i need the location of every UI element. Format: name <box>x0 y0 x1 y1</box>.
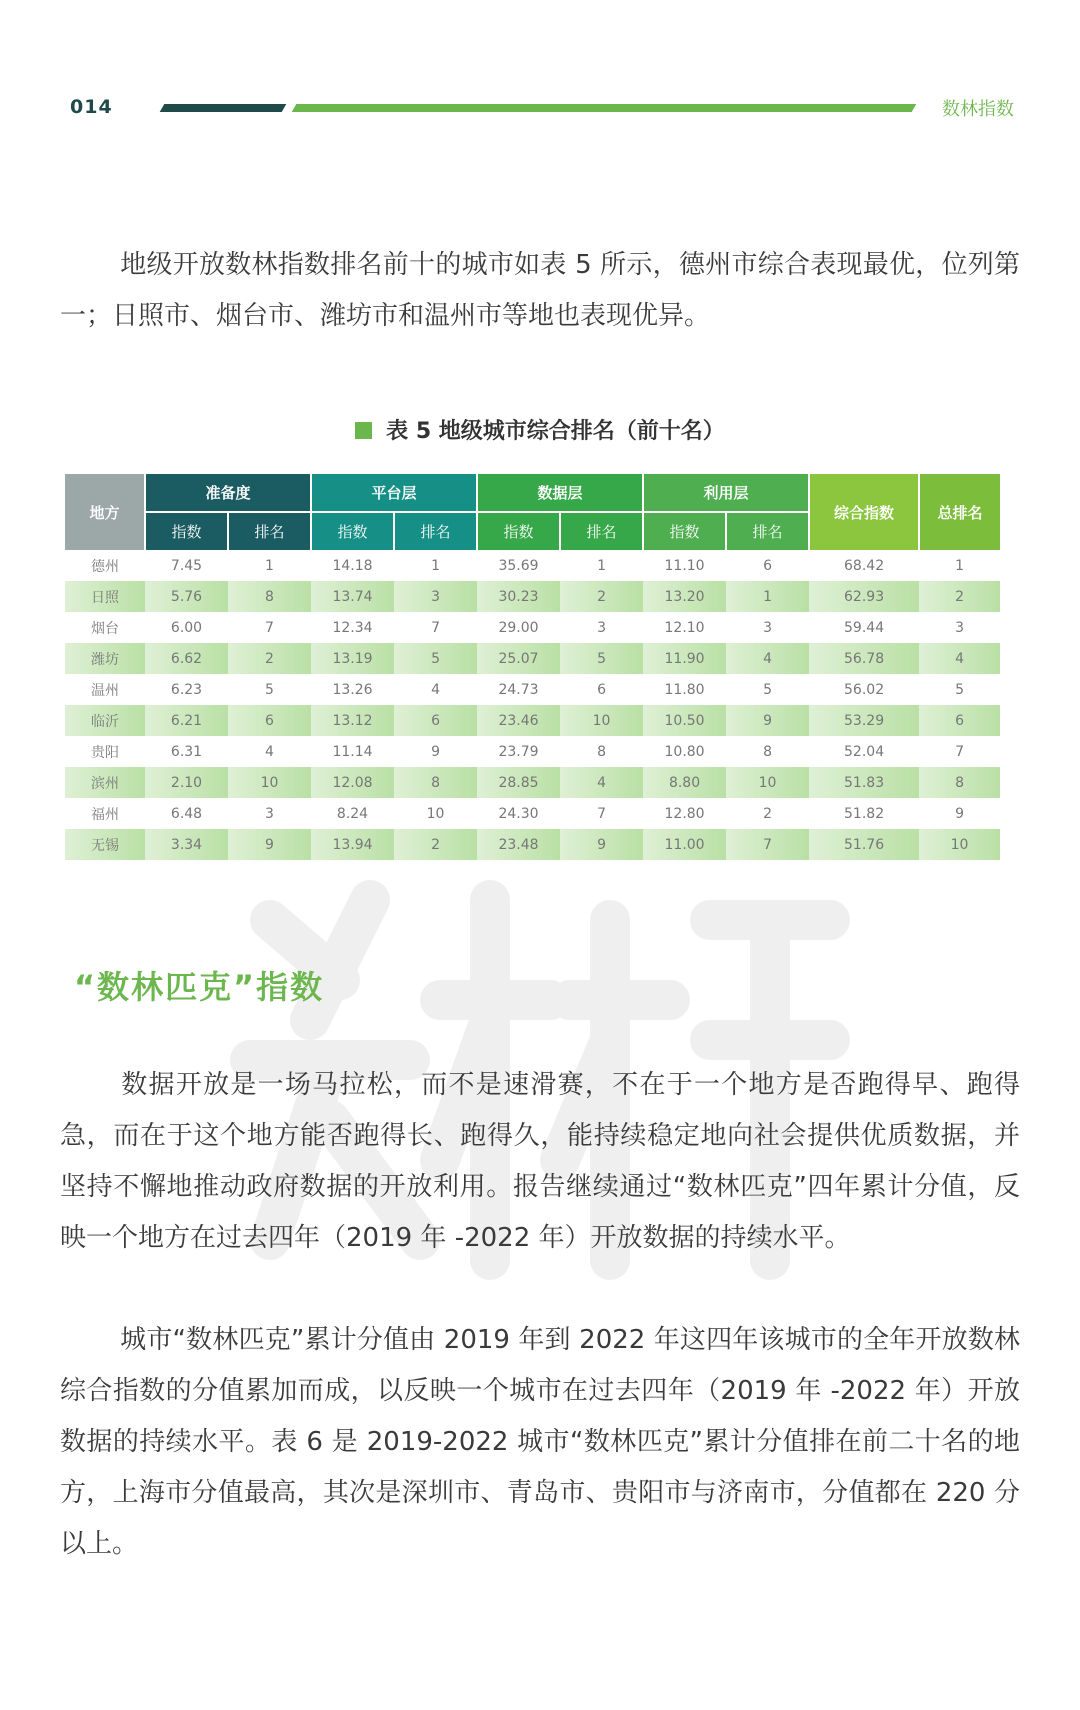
table-cell: 1 <box>919 550 1000 581</box>
table-cell: 10 <box>919 829 1000 860</box>
table-cell: 11.90 <box>643 643 726 674</box>
table-cell: 8 <box>394 767 477 798</box>
table-cell: 3 <box>560 612 643 643</box>
table-cell: 4 <box>394 674 477 705</box>
table-cell: 11.80 <box>643 674 726 705</box>
table-cell: 6.62 <box>145 643 228 674</box>
subheader-index: 指数 <box>477 512 560 550</box>
section-title: “数林匹克”指数 <box>74 968 325 1006</box>
table-row <box>65 705 1000 736</box>
table-cell: 11.00 <box>643 829 726 860</box>
table-cell: 5 <box>726 674 809 705</box>
table-row <box>65 674 1000 705</box>
header-group-data: 数据层 <box>477 474 643 512</box>
table-cell: 6 <box>726 550 809 581</box>
table-cell: 6 <box>394 705 477 736</box>
table-cell: 8 <box>726 736 809 767</box>
table-row <box>65 612 1000 643</box>
cell-region: 福州 <box>65 798 145 829</box>
table-cell: 2 <box>394 829 477 860</box>
subheader-rank: 排名 <box>726 512 809 550</box>
table-cell: 24.30 <box>477 798 560 829</box>
body-paragraph-1 <box>60 1060 1020 1264</box>
table-row <box>65 829 1000 860</box>
table-cell: 10 <box>726 767 809 798</box>
table-cell: 3 <box>726 612 809 643</box>
table-cell: 13.94 <box>311 829 394 860</box>
section-tag: 数林指数 <box>942 99 1014 120</box>
table-cell: 10 <box>228 767 311 798</box>
table-cell: 6 <box>919 705 1000 736</box>
table-row <box>65 767 1000 798</box>
table-cell: 12.80 <box>643 798 726 829</box>
table-cell: 7 <box>726 829 809 860</box>
table-cell: 68.42 <box>809 550 919 581</box>
table-cell: 4 <box>560 767 643 798</box>
header-total-rank: 总排名 <box>919 474 1000 550</box>
table-cell: 8 <box>560 736 643 767</box>
table-cell: 13.20 <box>643 581 726 612</box>
table-cell: 3 <box>394 581 477 612</box>
header-group-use: 利用层 <box>643 474 809 512</box>
header-bar-green <box>292 104 917 112</box>
header-group-platform: 平台层 <box>311 474 477 512</box>
table-cell: 8 <box>228 581 311 612</box>
subheader-rank: 排名 <box>228 512 311 550</box>
table-cell: 51.76 <box>809 829 919 860</box>
body-paragraph-1-text: 数据开放是一场马拉松，而不是速滑赛，不在于一个地方是否跑得早、跑得急，而在于这个地方能否跑得长、跑得久，能持续稳定地向社会提供优质数据，并坚持不懈地推动政府数据的开放利用。报告继续通过“数林匹克”四年累计分值，反映一个地方在过去四年（2019 年 -2022 年）开放数据的持续水平。 <box>60 1070 1020 1253</box>
body-paragraph-2-text: 城市“数林匹克”累计分值由 2019 年到 2022 年这四年该城市的全年开放数林综合指数的分值累加而成，以反映一个城市在过去四年（2019 年 -2022 年）开放数据的持续水平。表 6 是 2019-2022 城市“数林匹克”累计分值排在前二十名的地方，上海市分值最高，其次是深圳市、青岛市、贵阳市与济南市，分值都在 220 分以上。 <box>60 1325 1020 1559</box>
cell-region: 温州 <box>65 674 145 705</box>
table-cell: 1 <box>560 550 643 581</box>
table-cell: 13.19 <box>311 643 394 674</box>
table-cell: 6.23 <box>145 674 228 705</box>
table-cell: 56.78 <box>809 643 919 674</box>
table-cell: 4 <box>919 643 1000 674</box>
table-row <box>65 736 1000 767</box>
table-cell: 9 <box>394 736 477 767</box>
table-cell: 23.48 <box>477 829 560 860</box>
body-paragraph-2 <box>60 1315 1020 1570</box>
table-cell: 7.45 <box>145 550 228 581</box>
table-cell: 9 <box>919 798 1000 829</box>
table-cell: 11.10 <box>643 550 726 581</box>
table-cell: 13.12 <box>311 705 394 736</box>
table-body <box>65 550 1000 860</box>
table-row <box>65 798 1000 829</box>
table-cell: 51.83 <box>809 767 919 798</box>
table-cell: 11.14 <box>311 736 394 767</box>
table-cell: 1 <box>228 550 311 581</box>
table-cell: 12.10 <box>643 612 726 643</box>
table-cell: 28.85 <box>477 767 560 798</box>
subheader-index: 指数 <box>311 512 394 550</box>
table-cell: 10 <box>394 798 477 829</box>
table-cell: 7 <box>394 612 477 643</box>
table-cell: 8 <box>919 767 1000 798</box>
cell-region: 烟台 <box>65 612 145 643</box>
cell-region: 日照 <box>65 581 145 612</box>
table-cell: 23.46 <box>477 705 560 736</box>
table-cell: 14.18 <box>311 550 394 581</box>
table-cell: 56.02 <box>809 674 919 705</box>
table-cell: 10.50 <box>643 705 726 736</box>
table-cell: 13.26 <box>311 674 394 705</box>
table-cell: 1 <box>394 550 477 581</box>
cell-region: 临沂 <box>65 705 145 736</box>
table-cell: 12.34 <box>311 612 394 643</box>
table-cell: 24.73 <box>477 674 560 705</box>
table-cell: 51.82 <box>809 798 919 829</box>
table-cell: 6 <box>560 674 643 705</box>
table-cell: 5.76 <box>145 581 228 612</box>
table-row <box>65 581 1000 612</box>
table-cell: 9 <box>560 829 643 860</box>
table-cell: 5 <box>919 674 1000 705</box>
subheader-index: 指数 <box>145 512 228 550</box>
table-cell: 6.31 <box>145 736 228 767</box>
table-row <box>65 643 1000 674</box>
table-cell: 7 <box>560 798 643 829</box>
table-cell: 29.00 <box>477 612 560 643</box>
table-cell: 5 <box>560 643 643 674</box>
header-bar-dark <box>160 104 287 112</box>
page-number: 014 <box>70 96 113 118</box>
table-cell: 12.08 <box>311 767 394 798</box>
table-cell: 52.04 <box>809 736 919 767</box>
table-cell: 10 <box>560 705 643 736</box>
table-cell: 3.34 <box>145 829 228 860</box>
table-cell: 53.29 <box>809 705 919 736</box>
table-cell: 9 <box>726 705 809 736</box>
cell-region: 潍坊 <box>65 643 145 674</box>
table-cell: 1 <box>726 581 809 612</box>
subheader-index: 指数 <box>643 512 726 550</box>
table-cell: 4 <box>726 643 809 674</box>
cell-region: 无锡 <box>65 829 145 860</box>
intro-paragraph <box>60 240 1020 342</box>
table-cell: 6.21 <box>145 705 228 736</box>
cell-region: 滨州 <box>65 767 145 798</box>
cell-region: 贵阳 <box>65 736 145 767</box>
table-cell: 62.93 <box>809 581 919 612</box>
table-cell: 13.74 <box>311 581 394 612</box>
header-group-prep: 准备度 <box>145 474 311 512</box>
intro-paragraph-text: 地级开放数林指数排名前十的城市如表 5 所示，德州市综合表现最优，位列第一；日照市、烟台市、潍坊市和温州市等地也表现优异。 <box>60 250 1020 331</box>
table-cell: 2 <box>726 798 809 829</box>
table-cell: 30.23 <box>477 581 560 612</box>
table-cell: 9 <box>228 829 311 860</box>
cell-region: 德州 <box>65 550 145 581</box>
table-cell: 10.80 <box>643 736 726 767</box>
city-ranking-table <box>65 474 1000 860</box>
table-title-text: 表 5 地级城市综合排名（前十名） <box>386 419 725 444</box>
green-square-icon <box>355 422 372 439</box>
header-region: 地方 <box>65 474 145 550</box>
table-cell: 7 <box>228 612 311 643</box>
table-cell: 3 <box>919 612 1000 643</box>
table-cell: 25.07 <box>477 643 560 674</box>
table-cell: 5 <box>394 643 477 674</box>
table-cell: 2 <box>919 581 1000 612</box>
table-row <box>65 550 1000 581</box>
table-cell: 2 <box>228 643 311 674</box>
table-cell: 5 <box>228 674 311 705</box>
table-cell: 3 <box>228 798 311 829</box>
table-cell: 6 <box>228 705 311 736</box>
table-cell: 8.80 <box>643 767 726 798</box>
table-cell: 35.69 <box>477 550 560 581</box>
table-cell: 6.00 <box>145 612 228 643</box>
subheader-rank: 排名 <box>560 512 643 550</box>
header-total-index: 综合指数 <box>809 474 919 550</box>
table-cell: 23.79 <box>477 736 560 767</box>
table-cell: 2.10 <box>145 767 228 798</box>
table-cell: 59.44 <box>809 612 919 643</box>
table-cell: 7 <box>919 736 1000 767</box>
table-cell: 8.24 <box>311 798 394 829</box>
table-cell: 2 <box>560 581 643 612</box>
subheader-rank: 排名 <box>394 512 477 550</box>
table-cell: 6.48 <box>145 798 228 829</box>
table-title <box>0 414 1080 445</box>
table-cell: 4 <box>228 736 311 767</box>
